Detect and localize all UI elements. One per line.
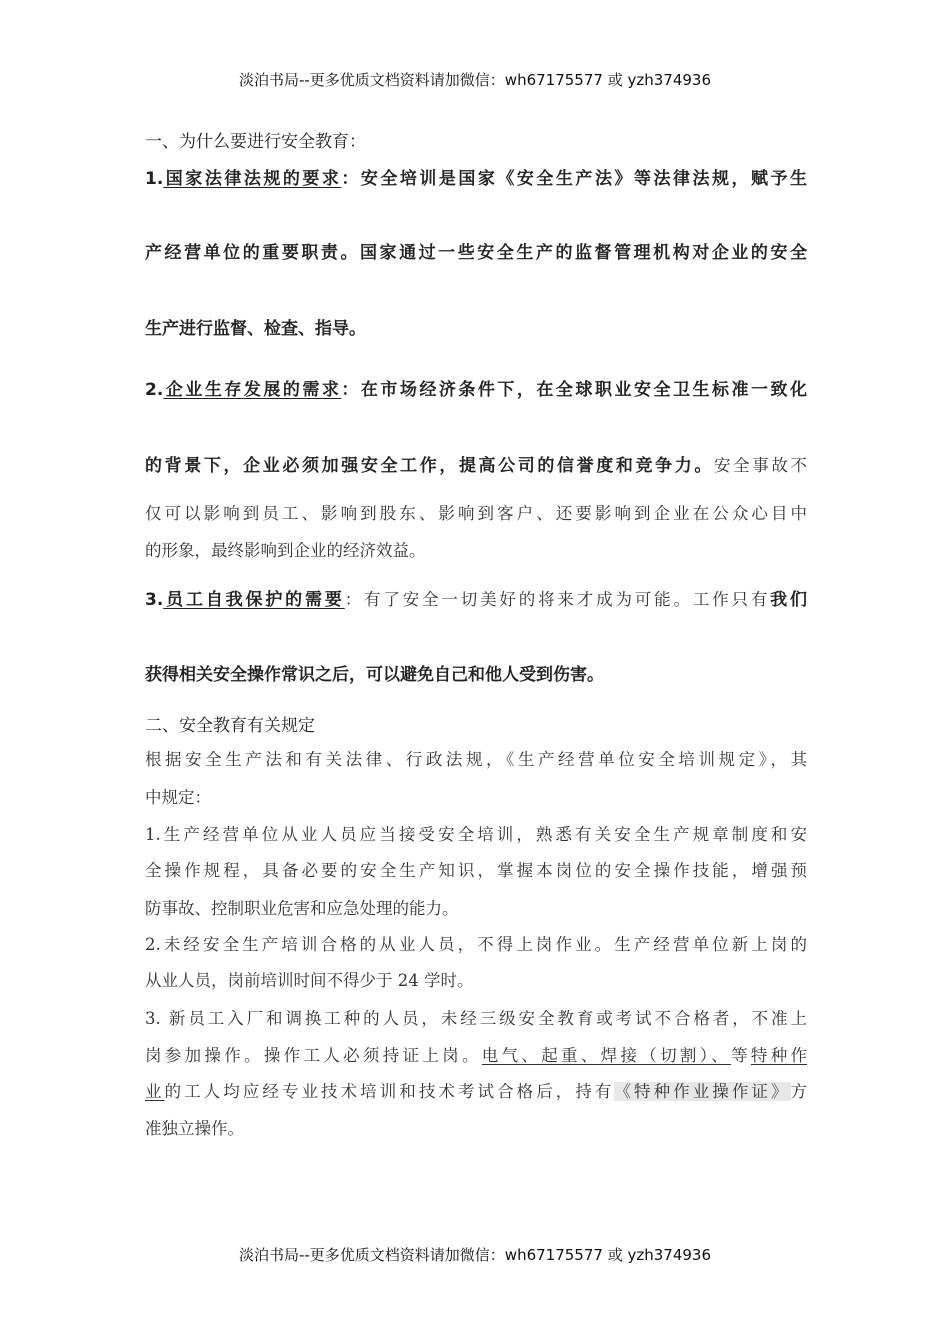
item3-title: 员工自我保护的需要 [163, 590, 345, 610]
item3-line1: 3.员工自我保护的需要：有了安全一切美好的将来才成为可能。工作只有我们 [145, 590, 808, 610]
rule3-line1: 3. 新员工入厂和调换工种的人员，未经三级安全教育或考试不合格者，不准上 [145, 1009, 807, 1028]
rule3-line2: 岗参加操作。操作工人必须持证上岗。电气、起重、焊接（切割）、等特种作 [145, 1046, 808, 1065]
section2-intro-line1: 根据安全生产法和有关法律、行政法规，《生产经营单位安全培训规定》，其 [145, 750, 807, 769]
rule2-line1: 2.未经安全生产培训合格的从业人员，不得上岗作业。生产经营单位新上岗的 [145, 935, 807, 954]
rule1-line3: 防事故、控制职业危害和应急处理的能力。 [145, 899, 459, 918]
item2-title: 企业生存发展的需求 [163, 380, 342, 400]
rule3-line3: 业的工人均应经专业技术培训和技术考试合格后，持有《特种作业操作证》方 [145, 1082, 808, 1101]
page-footer: 淡泊书局--更多优质文档资料请加微信：wh67175577 或 yzh374936 [238, 1246, 711, 1264]
item2-line4: 的形象，最终影响到企业的经济效益。 [145, 541, 426, 560]
rule1-line1: 1.生产经营单位从业人员应当接受安全培训，熟悉有关安全生产规章制度和安 [145, 825, 807, 844]
item2-line1: 2.企业生存发展的需求：在市场经济条件下，在全球职业安全卫生标准一致化 [145, 380, 807, 400]
item1-line3: 生产进行监督、检查、指导。 [145, 319, 366, 339]
item2-line2: 的背景下，企业必须加强安全工作，提高公司的信誉度和竞争力。安全事故不 [145, 456, 808, 476]
rule3-line4: 准独立操作。 [145, 1119, 244, 1138]
item1-title: 国家法律法规的要求 [163, 169, 342, 189]
section2-heading: 二、安全教育有关规定 [145, 716, 315, 736]
item2-line3: 仅可以影响到员工、影响到股东、影响到客户、还要影响到企业在公众心目中 [145, 504, 807, 523]
rule1-line2: 全操作规程，具备必要的安全生产知识，掌握本岗位的安全操作技能，增强预 [145, 861, 807, 880]
item1-line2: 产经营单位的重要职责。国家通过一些安全生产的监督管理机构对企业的安全 [145, 243, 807, 263]
item1-line1: 1.国家法律法规的要求：安全培训是国家《安全生产法》等法律法规，赋予生 [145, 169, 807, 189]
section2-intro-line2: 中规定： [145, 788, 211, 807]
page-header: 淡泊书局--更多优质文档资料请加微信：wh67175577 或 yzh374936 [238, 71, 711, 89]
section1-heading: 一、为什么要进行安全教育： [145, 132, 366, 152]
item3-line2: 获得相关安全操作常识之后，可以避免自己和他人受到伤害。 [145, 665, 604, 685]
rule2-line2: 从业人员，岗前培训时间不得少于 24 学时。 [145, 971, 474, 990]
special-work-types: 电气、起重、焊接（切割）、 [481, 1046, 732, 1065]
certificate-name: 《特种作业操作证》 [614, 1082, 791, 1101]
